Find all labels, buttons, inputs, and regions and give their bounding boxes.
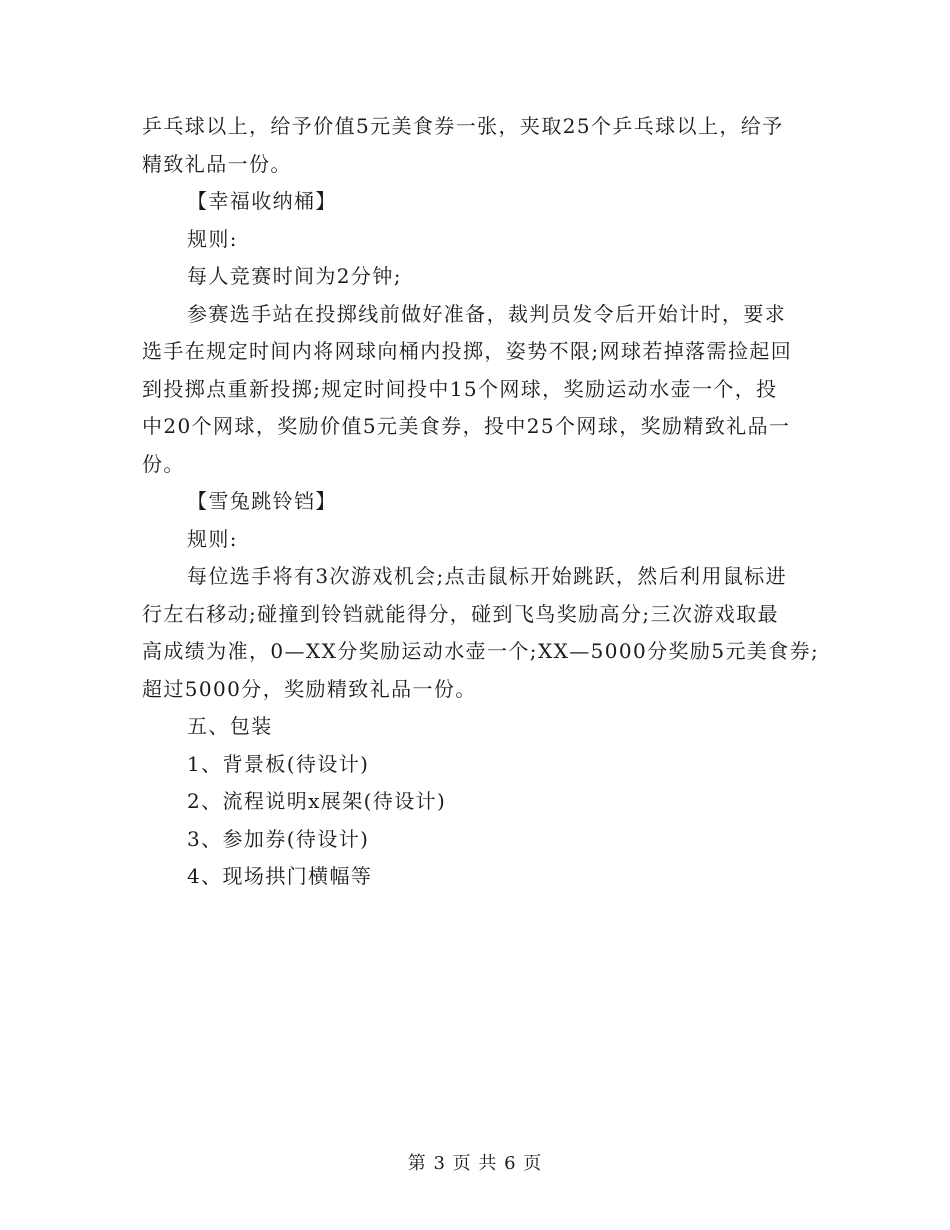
rules-label: 规则: bbox=[187, 526, 238, 551]
paragraph-line: 选手在规定时间内将网球向桶内投掷，姿势不限;网球若掉落需捡起回 bbox=[142, 339, 793, 363]
section-heading: 【雪兔跳铃铛】 bbox=[187, 489, 337, 513]
page-number: 第 3 页 共 6 页 bbox=[407, 1153, 543, 1174]
rules-label: 规则: bbox=[187, 226, 238, 251]
paragraph-line: 参赛选手站在投掷线前做好准备，裁判员发令后开始计时，要求 bbox=[187, 301, 787, 326]
list-item: 4、现场拱门横幅等 bbox=[187, 864, 373, 888]
paragraph-line: 到投掷点重新投掷;规定时间投中15个网球，奖励运动水壶一个，投 bbox=[142, 376, 778, 401]
list-item: 3、参加券(待设计) bbox=[187, 826, 370, 851]
paragraph-line: 精致礼品一份。 bbox=[142, 151, 292, 176]
paragraph-line: 行左右移动;碰撞到铃铛就能得分，碰到飞鸟奖励高分;三次游戏取最 bbox=[142, 601, 779, 626]
paragraph-line: 乒乓球以上，给予价值5元美食券一张，夹取25个乒乓球以上，给予 bbox=[142, 114, 784, 138]
list-item: 2、流程说明x展架(待设计) bbox=[187, 789, 447, 813]
paragraph-line: 超过5000分，奖励精致礼品一份。 bbox=[142, 676, 477, 701]
paragraph-line: 每位选手将有3次游戏机会;点击鼠标开始跳跃，然后利用鼠标进 bbox=[187, 564, 788, 588]
section-heading: 【幸福收纳桶】 bbox=[187, 189, 337, 213]
section-heading: 五、包装 bbox=[187, 714, 273, 738]
list-item: 1、背景板(待设计) bbox=[187, 751, 370, 776]
document-body bbox=[142, 108, 820, 896]
paragraph-line: 高成绩为准，0—XX分奖励运动水壶一个;XX—5000分奖励5元美食券; bbox=[142, 639, 820, 663]
paragraph-line: 中20个网球，奖励价值5元美食券，投中25个网球，奖励精致礼品一 bbox=[142, 414, 791, 438]
paragraph-line: 每人竞赛时间为2分钟; bbox=[187, 264, 402, 288]
paragraph-line: 份。 bbox=[142, 451, 185, 476]
